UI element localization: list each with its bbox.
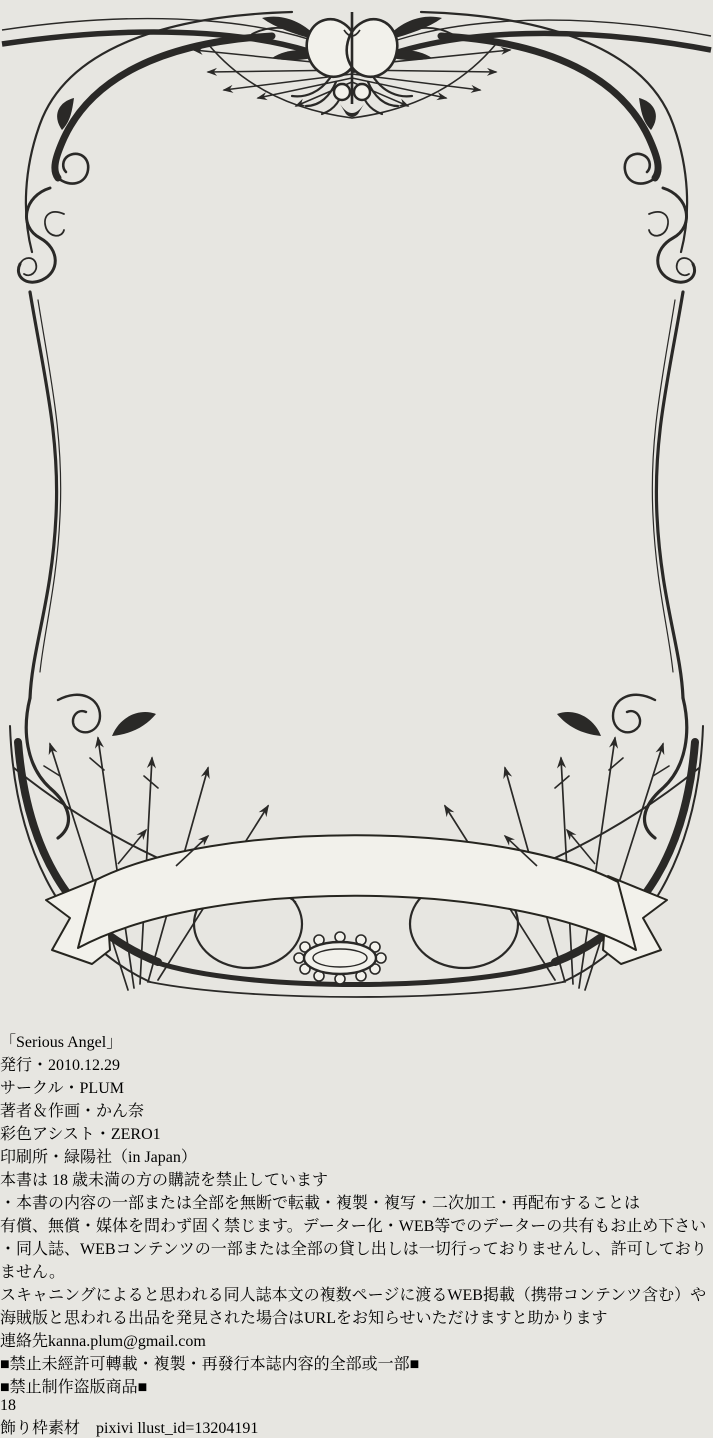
color-assist-line: 彩色アシスト・ZERO1 [0,1126,161,1143]
frame-credit-caption: 飾り枠素材 pixivi llust_id=13204191 [0,1420,259,1437]
prohibition-line: ■禁止制作盗版商品■ [0,1379,148,1396]
beaded-oval-ornament [294,932,386,984]
issued-line: 発行・2010.12.29 [0,1057,121,1074]
prohibition-block [0,1351,713,1397]
circle-line: サークル・PLUM [0,1080,124,1097]
contact-email: kanna.plum@gmail.com [48,1333,206,1350]
legal-notice-block [0,1190,713,1328]
legal-line: ・本書の内容の一部または全部を無断で転載・複製・複写・二次加工・再配布することは [0,1195,641,1212]
contact-line [0,1328,713,1351]
legal-line: ・同人誌、WEBコンテンツの一部または全部の貸し出しは一切行っておりませんし、許可しておりません。 [0,1241,707,1281]
legal-line: 有償、無償・媒体を問わず固く禁じます。データー化・WEB等でのデーターの共有もお止め下さい [0,1218,707,1235]
page-number: 18 [0,1397,16,1414]
age-restriction-line: 本書は 18 歳未満の方の購読を禁止しています [0,1172,329,1189]
prohibition-line: ■禁止未經許可轉載・複製・再發行本誌内容的全部或一部■ [0,1356,420,1373]
legal-line: スキャニングによると思われる同人誌本文の複数ページに渡るWEB掲載（携帯コンテンツ含む）や [0,1287,707,1304]
author-line: 著者＆作画・かん奈 [0,1103,145,1120]
legal-line: 海賊版と思われる出品を発見された場合はURLをお知らせいただけますと助かります [0,1310,608,1327]
book-title: 「Serious Angel」 [0,1034,123,1051]
contact-label: 連絡先 [0,1333,49,1350]
printer-line: 印刷所・緑陽社（in Japan） [0,1149,197,1166]
colophon-block [0,1052,713,1144]
winged-emblem-half [194,14,363,118]
